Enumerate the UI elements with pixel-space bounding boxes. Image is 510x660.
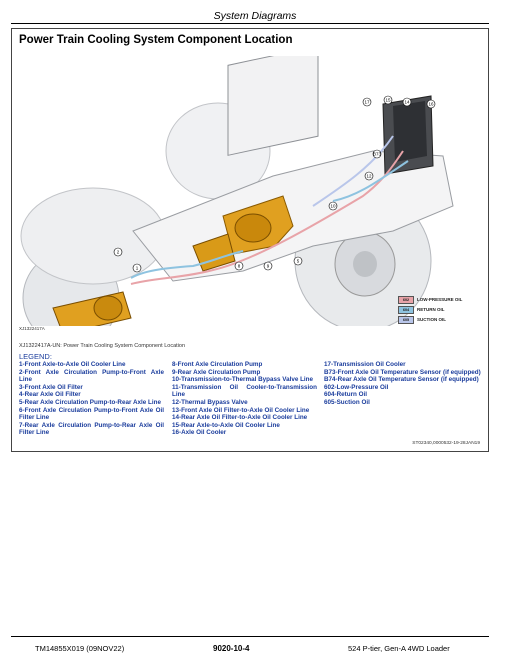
oil-key-return	[398, 306, 445, 314]
component-location-panel	[11, 28, 489, 452]
legend-item: 9-Rear Axle Circulation Pump	[172, 368, 261, 376]
figure-caption: XJ1322417A-UN: Power Train Cooling System Component Location	[19, 343, 186, 349]
legend-item: 16-Axle Oil Cooler	[172, 429, 227, 437]
legend-column-1	[19, 361, 164, 437]
legend-item: 604-Return Oil	[324, 391, 368, 399]
legend-item: 5-Rear Axle Circulation Pump-to-Rear Axle Line	[19, 398, 161, 406]
document-code: ST02340,0000532-19-28JAN19	[412, 441, 480, 446]
legend-heading: LEGEND:	[19, 352, 52, 361]
footer-rule	[11, 636, 489, 637]
svg-text:16: 16	[428, 101, 434, 107]
legend-item: B74-Rear Axle Oil Temperature Sensor (if equipped)	[324, 376, 479, 384]
svg-text:2: 2	[116, 249, 120, 255]
loader-diagram	[13, 56, 487, 326]
section-title: System Diagrams	[213, 10, 297, 22]
oil-key-suction	[398, 316, 446, 324]
footer-page-number: 9020-10-4	[213, 644, 250, 653]
oil-key-label: RETURN OIL	[417, 307, 445, 313]
legend-item: 12-Thermal Bypass Valve	[172, 398, 248, 406]
legend-item: 10-Transmission-to-Thermal Bypass Valve Line	[172, 376, 314, 384]
legend-item: 11-Transmission Oil Cooler-to-Transmission Line	[172, 383, 317, 399]
legend-item: 4-Rear Axle Oil Filter	[19, 391, 81, 399]
legend-item: 13-Front Axle Oil Filter-to-Axle Oil Cooler Line	[172, 406, 310, 414]
legend-item: B73-Front Axle Oil Temperature Sensor (if equipped)	[324, 368, 481, 376]
legend-item: 2-Front Axle Circulation Pump-to-Front Axle Line	[19, 368, 164, 384]
legend-item: 14-Rear Axle Oil Filter-to-Axle Oil Cooler Line	[172, 414, 308, 422]
svg-text:9: 9	[266, 263, 270, 269]
oil-key-label: LOW-PRESSURE OIL	[417, 297, 463, 303]
legend-item: 602-Low-Pressure Oil	[324, 383, 389, 391]
header-rule	[11, 23, 489, 24]
oil-key-label: SUCTION OIL	[417, 317, 446, 323]
svg-text:14: 14	[404, 99, 410, 105]
legend-column-3	[324, 361, 482, 407]
footer-doc-number: TM14855X019 (09NOV22)	[35, 644, 125, 653]
legend-column-2	[172, 361, 317, 437]
legend-item: 1-Front Axle-to-Axle Oil Cooler Line	[19, 361, 126, 368]
return-swatch: 604	[398, 306, 414, 314]
svg-text:1: 1	[135, 265, 139, 271]
legend-item: 17-Transmission Oil Cooler	[324, 361, 406, 368]
legend-item: 15-Rear Axle-to-Axle Oil Cooler Line	[172, 421, 280, 429]
figure-id: XJ1322417A	[19, 326, 45, 331]
svg-text:8: 8	[237, 263, 241, 269]
svg-text:B73: B73	[372, 151, 382, 157]
legend-item: 8-Front Axle Circulation Pump	[172, 361, 263, 368]
svg-text:10: 10	[330, 203, 336, 209]
svg-text:17: 17	[364, 99, 370, 105]
legend-item: 605-Suction Oil	[324, 398, 370, 406]
svg-text:15: 15	[385, 97, 391, 103]
legend-item: 6-Front Axle Circulation Pump-to-Front Axle Oil Filter Line	[19, 406, 164, 422]
suction-swatch: 605	[398, 316, 414, 324]
svg-text:5: 5	[296, 258, 300, 264]
low-pressure-swatch: 602	[398, 296, 414, 304]
panel-title: Power Train Cooling System Component Location	[19, 34, 293, 46]
oil-key-low-pressure	[398, 296, 462, 304]
legend-item: 3-Front Axle Oil Filter	[19, 383, 83, 391]
legend-item: 7-Rear Axle Circulation Pump-to-Rear Axle Oil Filter Line	[19, 421, 164, 437]
svg-text:12: 12	[366, 173, 372, 179]
footer-machine: 524 P-tier, Gen-A 4WD Loader	[348, 644, 450, 653]
